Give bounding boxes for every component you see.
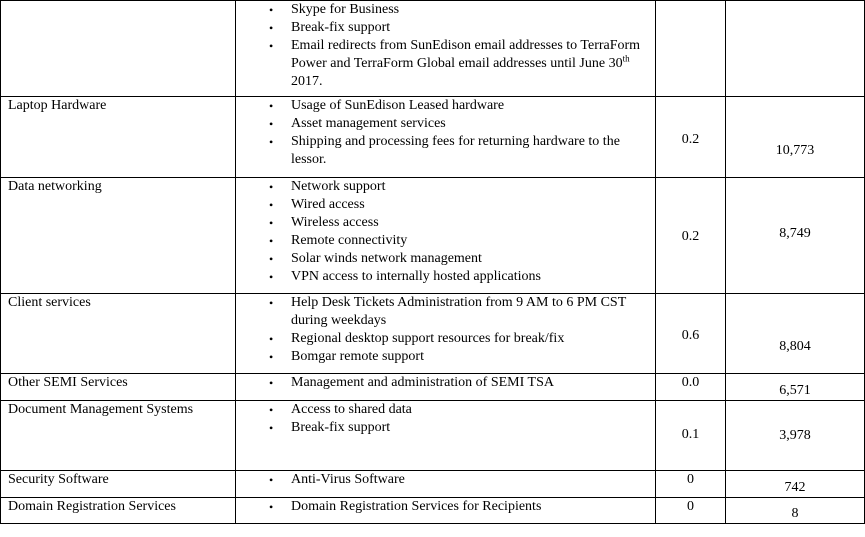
list-item: • Break-fix support [236,419,655,437]
factor-cell [656,97,726,178]
service-description [236,1,656,97]
list-item: • Shipping and processing fees for returning hardware to the lessor. [236,133,655,169]
table-row [1,498,865,524]
service-description [236,178,656,294]
table-row [1,294,865,374]
service-description [236,471,656,498]
list-item: • VPN access to internally hosted applications [236,268,655,286]
list-item: • Asset management services [236,115,655,133]
factor-value: 0.6 [681,328,700,343]
service-name: Security Software [1,471,236,498]
list-item: • Help Desk Tickets Administration from 9 AM to 6 PM CST during weekdays [236,294,655,330]
list-item: • Usage of SunEdison Leased hardware [236,97,655,115]
cost-value: 742 [784,480,806,495]
cost-cell [726,294,865,374]
factor-cell [656,498,726,524]
service-name: Data networking [1,178,236,294]
table-row [1,1,865,97]
service-name: Document Management Systems [1,401,236,471]
list-item: • Skype for Business [236,1,655,19]
service-description [236,97,656,178]
list-item: • Access to shared data [236,401,655,419]
service-name: Laptop Hardware [1,97,236,178]
factor-value: 0.2 [681,229,700,244]
table-row [1,401,865,471]
factor-cell [656,471,726,498]
cost-value: 6,571 [779,383,811,398]
service-name: Other SEMI Services [1,374,236,401]
table-row [1,97,865,178]
factor-value: 0.0 [681,375,700,390]
list-item: • Wired access [236,196,655,214]
factor-cell [656,294,726,374]
list-item: • Solar winds network management [236,250,655,268]
factor-cell [656,374,726,401]
cost-value: 8,749 [779,226,811,241]
service-description [236,498,656,524]
cost-value: 3,978 [779,428,811,443]
service-description [236,374,656,401]
service-description [236,401,656,471]
cost-cell [726,178,865,294]
table-row [1,471,865,498]
factor-cell [656,401,726,471]
cost-value: 8,804 [779,339,811,354]
factor-value: 0.2 [681,132,700,147]
service-description [236,294,656,374]
service-name: Client services [1,294,236,374]
factor-value: 0 [687,499,694,514]
cost-cell [726,401,865,471]
service-name [1,1,236,97]
factor-value: 0 [687,472,694,487]
list-item: • Management and administration of SEMI TSA [236,374,655,392]
cost-cell [726,498,865,524]
cost-value: 8 [791,506,799,521]
list-item: • Remote connectivity [236,232,655,250]
list-item: • Email redirects from SunEdison email addresses to TerraForm Power and TerraForm Global email addresses until June 30th 2017. [236,37,655,91]
cost-cell [726,374,865,401]
cost-cell [726,471,865,498]
factor-value: 0.1 [681,427,700,442]
list-item: • Anti-Virus Software [236,471,655,489]
table-row [1,374,865,401]
list-item: • Domain Registration Services for Recipients [236,498,655,516]
factor-cell [656,1,726,97]
table-row [1,178,865,294]
service-name: Domain Registration Services [1,498,236,524]
list-item: • Bomgar remote support [236,348,655,366]
cost-cell [726,97,865,178]
list-item: • Regional desktop support resources for break/fix [236,330,655,348]
list-item: • Break-fix support [236,19,655,37]
list-item: • Wireless access [236,214,655,232]
cost-value: 10,773 [775,143,815,158]
list-item: • Network support [236,178,655,196]
factor-cell [656,178,726,294]
cost-cell [726,1,865,97]
